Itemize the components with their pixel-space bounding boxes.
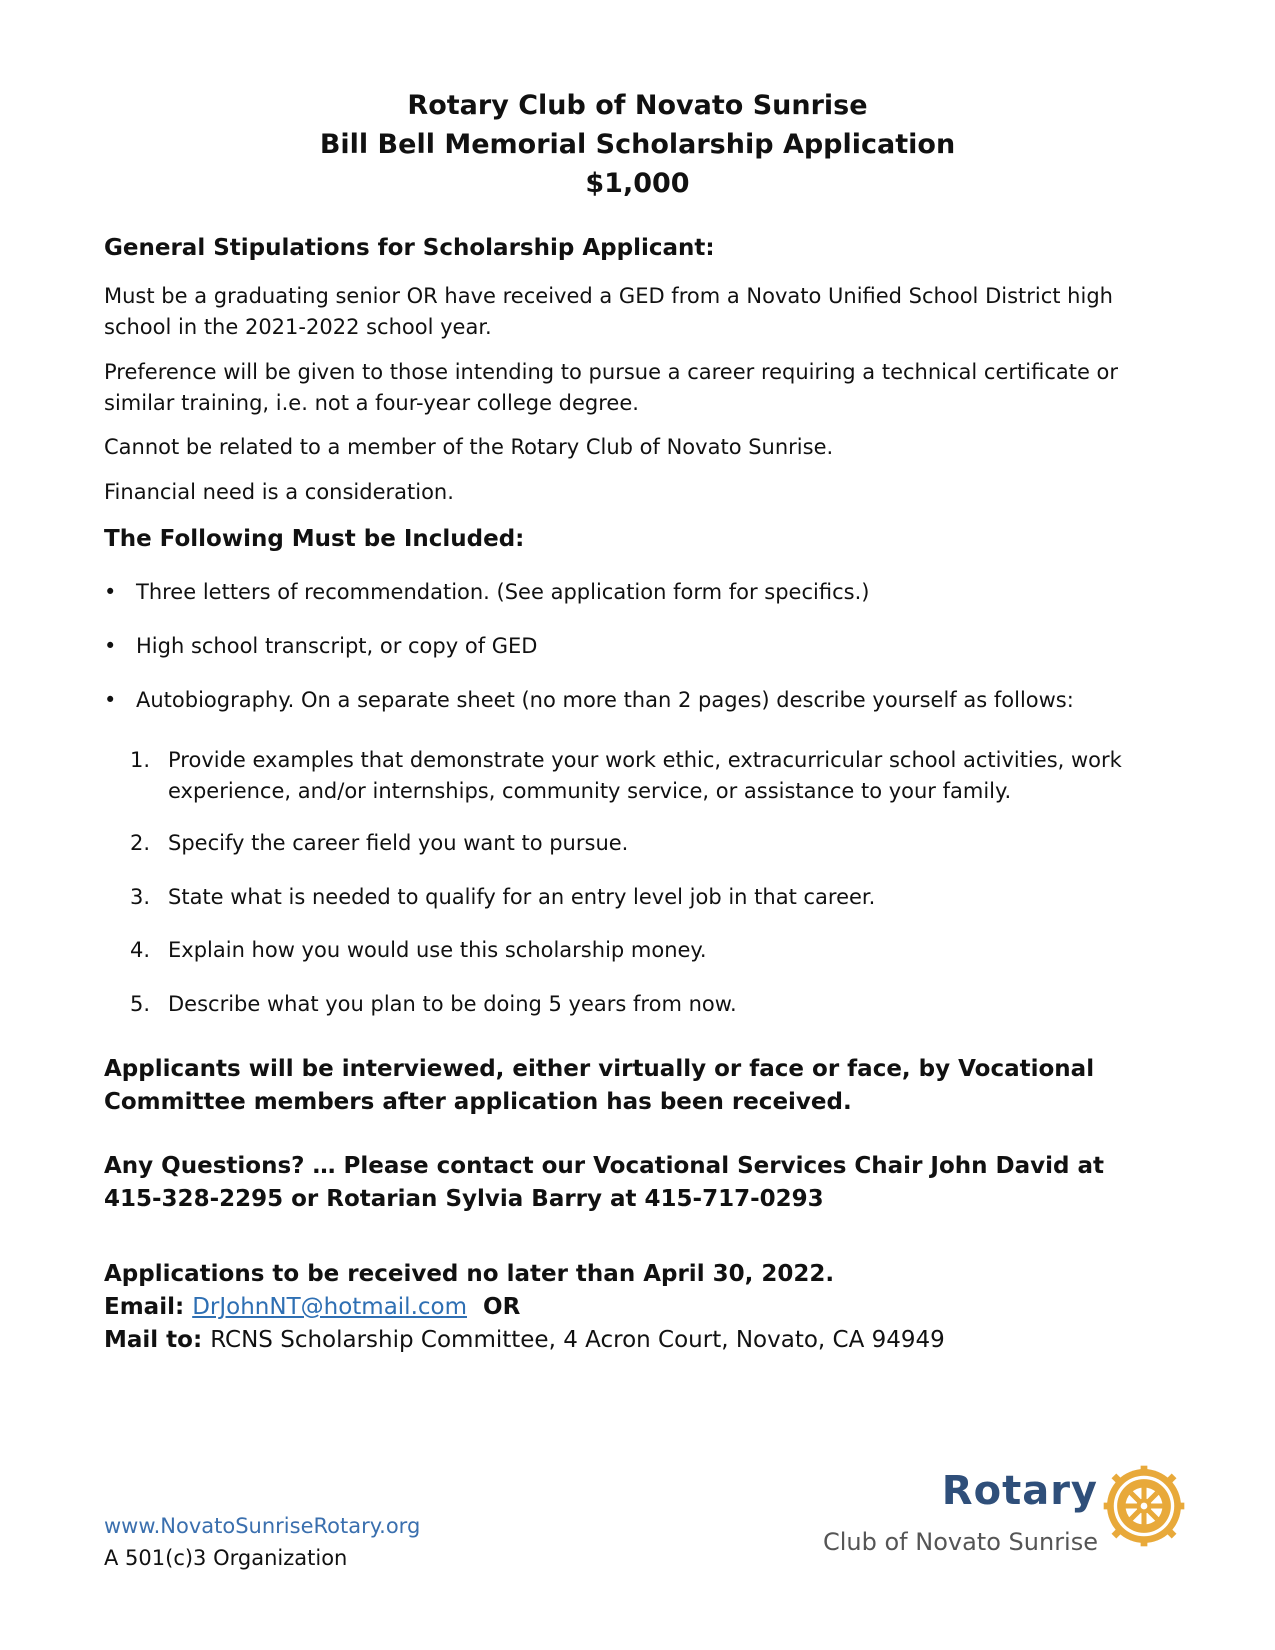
included-heading: The Following Must be Included: [104, 526, 525, 552]
website-link[interactable]: www.NovatoSunriseRotary.org [104, 1514, 421, 1538]
list-item-text: Autobiography. On a separate sheet (no more than 2 pages) describe yourself as follows: [136, 688, 1074, 712]
document-header [0, 86, 1275, 203]
email-label: Email: [104, 1294, 185, 1320]
scholarship-amount: $1,000 [585, 168, 690, 199]
organization-type: A 501(c)3 Organization [104, 1546, 348, 1570]
item-number: 4. [130, 938, 151, 962]
email-line [104, 1291, 1204, 1324]
club-name: Rotary Club of Novato Sunrise [407, 90, 868, 121]
email-or: OR [483, 1294, 521, 1320]
logo-subtitle: Club of Novato Sunrise [823, 1528, 1098, 1556]
list-item [104, 685, 1074, 716]
scholarship-title: Bill Bell Memorial Scholarship Application [319, 129, 956, 160]
stipulation-paragraph: Cannot be related to a member of the Rotary Club of Novato Sunrise. [104, 435, 834, 459]
questions-notice [104, 1150, 1204, 1216]
bullet-icon: • [104, 634, 117, 658]
deadline-block [104, 1258, 1204, 1357]
stipulation-paragraph: Financial need is a consideration. [104, 480, 454, 504]
item-number: 3. [130, 885, 151, 909]
list-item-text: High school transcript, or copy of GED [136, 634, 538, 658]
mail-label: Mail to: [104, 1327, 203, 1353]
interview-line: Committee members after application has been received. [104, 1089, 852, 1115]
list-item [104, 577, 869, 608]
numbered-item [130, 989, 1170, 1020]
rotary-wheel-icon [1102, 1464, 1186, 1548]
stipulation-paragraph: Must be a graduating senior OR have received a GED from a Novato Unified School District high school in the 2021-2022 school year. [104, 284, 1113, 339]
numbered-item [130, 828, 1170, 859]
mail-address: RCNS Scholarship Committee, 4 Acron Court, Novato, CA 94949 [210, 1327, 945, 1353]
interview-line: Applicants will be interviewed, either virtually or face or face, by Vocational [104, 1056, 1095, 1082]
numbered-item [130, 882, 1170, 913]
item-text: Specify the career field you want to pursue. [168, 831, 629, 855]
item-text: Explain how you would use this scholarship money. [168, 938, 707, 962]
stipulations-heading: General Stipulations for Scholarship Applicant: [104, 235, 715, 261]
mail-line [104, 1324, 1204, 1357]
item-text: State what is needed to qualify for an entry level job in that career. [168, 885, 876, 909]
rotary-logo [820, 1462, 1200, 1582]
questions-line: Any Questions? … Please contact our Vocational Services Chair John David at [104, 1153, 1105, 1179]
logo-wordmark: Rotary [941, 1468, 1098, 1514]
item-text: Provide examples that demonstrate your work ethic, extracurricular school activities, work experience, and/or internships, community service, or assistance to your family. [168, 748, 1122, 803]
list-item [104, 631, 537, 662]
email-link[interactable]: DrJohnNT@hotmail.com [192, 1294, 467, 1320]
numbered-item [130, 935, 1170, 966]
bullet-icon: • [104, 580, 117, 604]
item-text: Describe what you plan to be doing 5 years from now. [168, 992, 737, 1016]
questions-line: 415-328-2295 or Rotarian Sylvia Barry at 415-717-0293 [104, 1186, 824, 1212]
deadline-line: Applications to be received no later than April 30, 2022. [104, 1261, 835, 1287]
item-number: 5. [130, 992, 151, 1016]
item-number: 2. [130, 831, 151, 855]
item-number: 1. [130, 748, 151, 772]
list-item-text: Three letters of recommendation. (See application form for specifics.) [136, 580, 870, 604]
interview-notice [104, 1053, 1204, 1119]
numbered-item [130, 745, 1170, 807]
bullet-icon: • [104, 688, 117, 712]
stipulation-paragraph: Preference will be given to those intending to pursue a career requiring a technical certificate or similar training, i.e. not a four-year college degree. [104, 360, 1119, 415]
